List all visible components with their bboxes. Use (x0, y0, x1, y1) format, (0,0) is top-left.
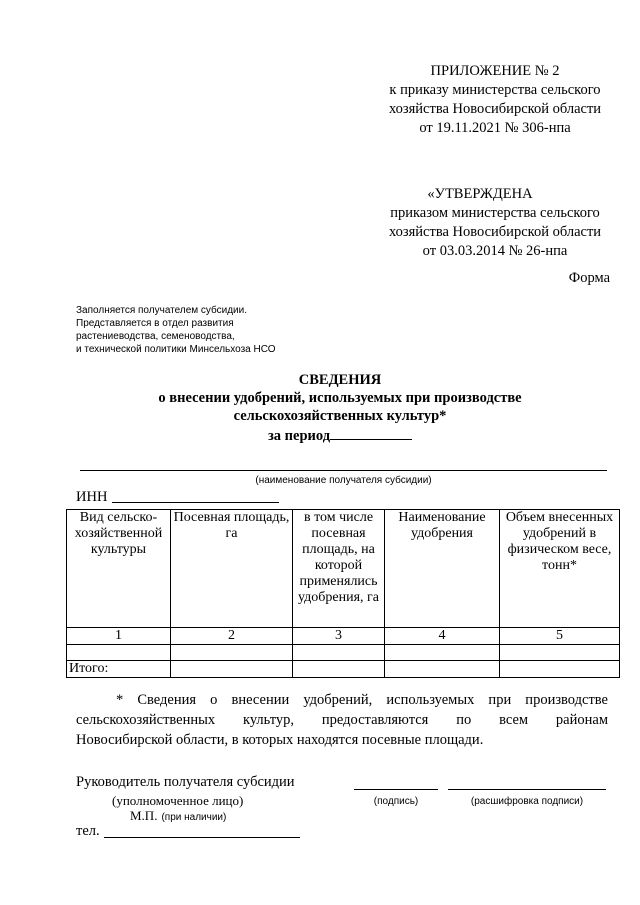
footnote-line: Новосибирской области, в которых находятся посевные площади. (76, 732, 484, 748)
header-area: Посевная площадь, га (171, 510, 293, 628)
footnote-line: * Сведения о внесении удобрений, используемых при производстве (116, 692, 608, 708)
approved-line: приказом министерства сельского (390, 205, 600, 221)
header-fertilizer-name: Наименование удобрения (385, 510, 500, 628)
inn-field[interactable] (112, 502, 279, 503)
table-cell[interactable] (293, 661, 385, 678)
decode-caption: (расшифровка подписи) (470, 796, 584, 807)
appendix-title: ПРИЛОЖЕНИЕ № 2 (430, 63, 560, 79)
appendix-line: к приказу министерства сельского (389, 82, 601, 98)
heading-line: сельскохозяйственных культур* (233, 408, 447, 424)
notice-line: растениеводства, семеноводства, (76, 331, 235, 342)
period-row (60, 425, 620, 445)
table-cell[interactable] (171, 645, 293, 661)
appendix-line: хозяйства Новосибирской области (388, 101, 602, 117)
phone-label: тел. (76, 823, 100, 839)
inn-label: ИНН (76, 489, 108, 505)
form-label: Форма (568, 270, 610, 286)
table-cell[interactable] (67, 645, 171, 661)
table-number-row (67, 628, 620, 645)
signature-field[interactable] (354, 789, 438, 790)
sign-caption: (подпись) (373, 796, 419, 807)
recipient-caption: (наименование получателя субсидии) (255, 475, 432, 486)
approved-title: «УТВЕРЖДЕНА (427, 186, 533, 202)
table-cell[interactable] (293, 645, 385, 661)
heading-title: СВЕДЕНИЯ (298, 372, 382, 388)
total-label: Итого: (67, 661, 171, 678)
table-cell[interactable] (500, 661, 620, 678)
header-crop: Вид сельско-хозяйственной культуры (67, 510, 171, 628)
header-fertilizer-volume: Объем внесенных удобрений в физическом весе, тонн* (500, 510, 620, 628)
column-number: 3 (293, 628, 385, 645)
period-field[interactable] (330, 425, 412, 440)
authorized-label: (уполномоченное лицо) (112, 793, 244, 808)
recipient-name-field[interactable] (80, 470, 607, 471)
appendix-block (375, 62, 615, 138)
table-cell[interactable] (385, 661, 500, 678)
table-cell[interactable] (385, 645, 500, 661)
notice-line: Представляется в отдел развития (76, 318, 234, 329)
stamp-label: М.П. (130, 808, 158, 823)
approved-line: хозяйства Новосибирской области (388, 224, 602, 240)
column-number: 1 (67, 628, 171, 645)
column-number: 5 (500, 628, 620, 645)
table-cell[interactable] (500, 645, 620, 661)
header-fertilized-area: в том числе посевная площадь, на которой применялись удобрения, га (293, 510, 385, 628)
heading-line: о внесении удобрений, используемых при производстве (158, 390, 522, 406)
table-header-row (67, 510, 620, 628)
head-label: Руководитель получателя субсидии (76, 774, 295, 790)
heading-block (60, 371, 620, 445)
table-total-row (67, 661, 620, 678)
inn-row (76, 489, 107, 506)
table-cell[interactable] (171, 661, 293, 678)
fertilizer-table (66, 509, 620, 678)
period-label: за период (267, 428, 331, 444)
column-number: 2 (171, 628, 293, 645)
notice-line: Заполняется получателем субсидии. (76, 305, 248, 316)
stamp-row (130, 807, 226, 825)
stamp-note: (при наличии) (161, 812, 227, 823)
approved-block (375, 185, 615, 261)
signature-decode-field[interactable] (448, 789, 606, 790)
footnote-line: сельскохозяйственных культур, предоставляются по всем районам (76, 712, 608, 728)
appendix-line: от 19.11.2021 № 306-нпа (419, 120, 571, 136)
table-row (67, 645, 620, 661)
phone-field[interactable] (104, 837, 300, 838)
approved-line: от 03.03.2014 № 26-нпа (422, 243, 568, 259)
notice-line: и технической политики Минсельхоза НСО (76, 344, 276, 355)
notice-block (76, 304, 276, 356)
footnote-block (76, 690, 608, 750)
column-number: 4 (385, 628, 500, 645)
